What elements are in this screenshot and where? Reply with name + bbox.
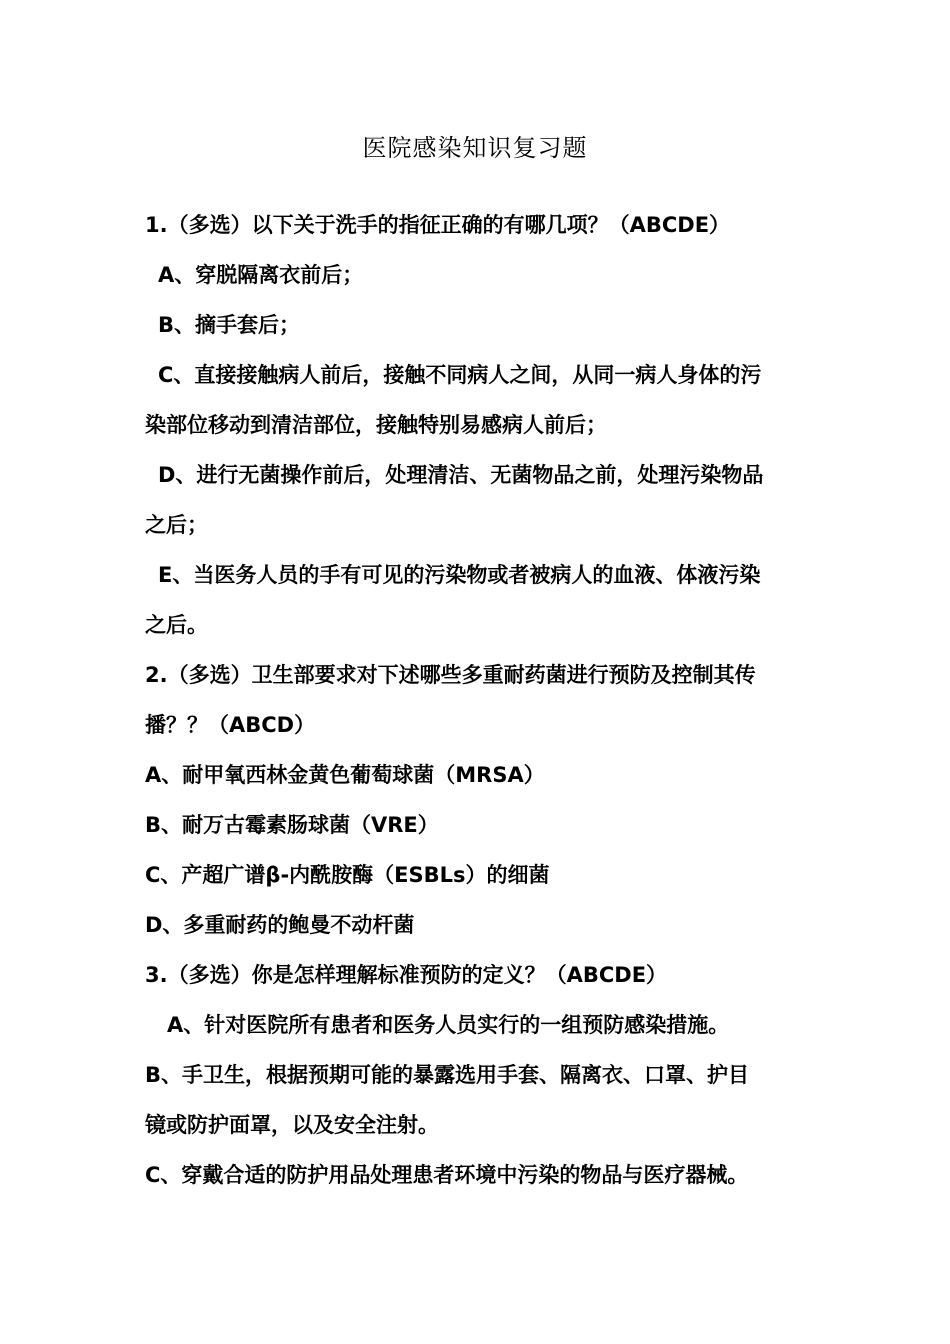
- question-2-stem: 2.（多选）卫生部要求对下述哪些多重耐药菌进行预防及控制其传: [145, 663, 756, 687]
- question-2-stem-continued: 播？？（ABCD）: [145, 713, 316, 737]
- question-2-option-d: D、多重耐药的鲍曼不动杆菌: [145, 913, 415, 937]
- question-3-option-b: B、手卫生，根据预期可能的暴露选用手套、隔离衣、口罩、护目: [145, 1063, 750, 1087]
- question-3-option-c: C、穿戴合适的防护用品处理患者环境中污染的物品与医疗器械。: [145, 1163, 749, 1187]
- question-3-option-a: A、针对医院所有患者和医务人员实行的一组预防感染措施。: [167, 1013, 730, 1037]
- question-2-option-a: A、耐甲氧西林金黄色葡萄球菌（MRSA）: [145, 763, 545, 787]
- question-1-option-c-continued: 染部位移动到清洁部位，接触特别易感病人前后；: [145, 413, 607, 437]
- question-1-option-d: D、进行无菌操作前后，处理清洁、无菌物品之前，处理污染物品: [158, 463, 764, 487]
- question-1-option-a: A、穿脱隔离衣前后；: [158, 263, 364, 287]
- question-1-option-e-continued: 之后。: [145, 613, 208, 637]
- document-title: 医院感染知识复习题: [362, 134, 588, 162]
- question-3-stem: 3.（多选）你是怎样理解标准预防的定义？（ABCDE）: [145, 963, 668, 987]
- question-2-option-c: C、产超广谱β-内酰胺酶（ESBLs）的细菌: [145, 863, 550, 887]
- question-1-option-d-continued: 之后；: [145, 513, 208, 537]
- question-1-option-b: B、摘手套后；: [158, 313, 301, 337]
- question-3-option-b-continued: 镜或防护面罩，以及安全注射。: [145, 1113, 439, 1137]
- question-1-option-c: C、直接接触病人前后，接触不同病人之间，从同一病人身体的污: [158, 363, 762, 387]
- question-1-stem: 1.（多选）以下关于洗手的指征正确的有哪几项？（ABCDE）: [145, 213, 731, 237]
- document-body: [145, 200, 810, 1200]
- question-1-option-e: E、当医务人员的手有可见的污染物或者被病人的血液、体液污染: [158, 563, 761, 587]
- question-2-option-b: B、耐万古霉素肠球菌（VRE）: [145, 813, 439, 837]
